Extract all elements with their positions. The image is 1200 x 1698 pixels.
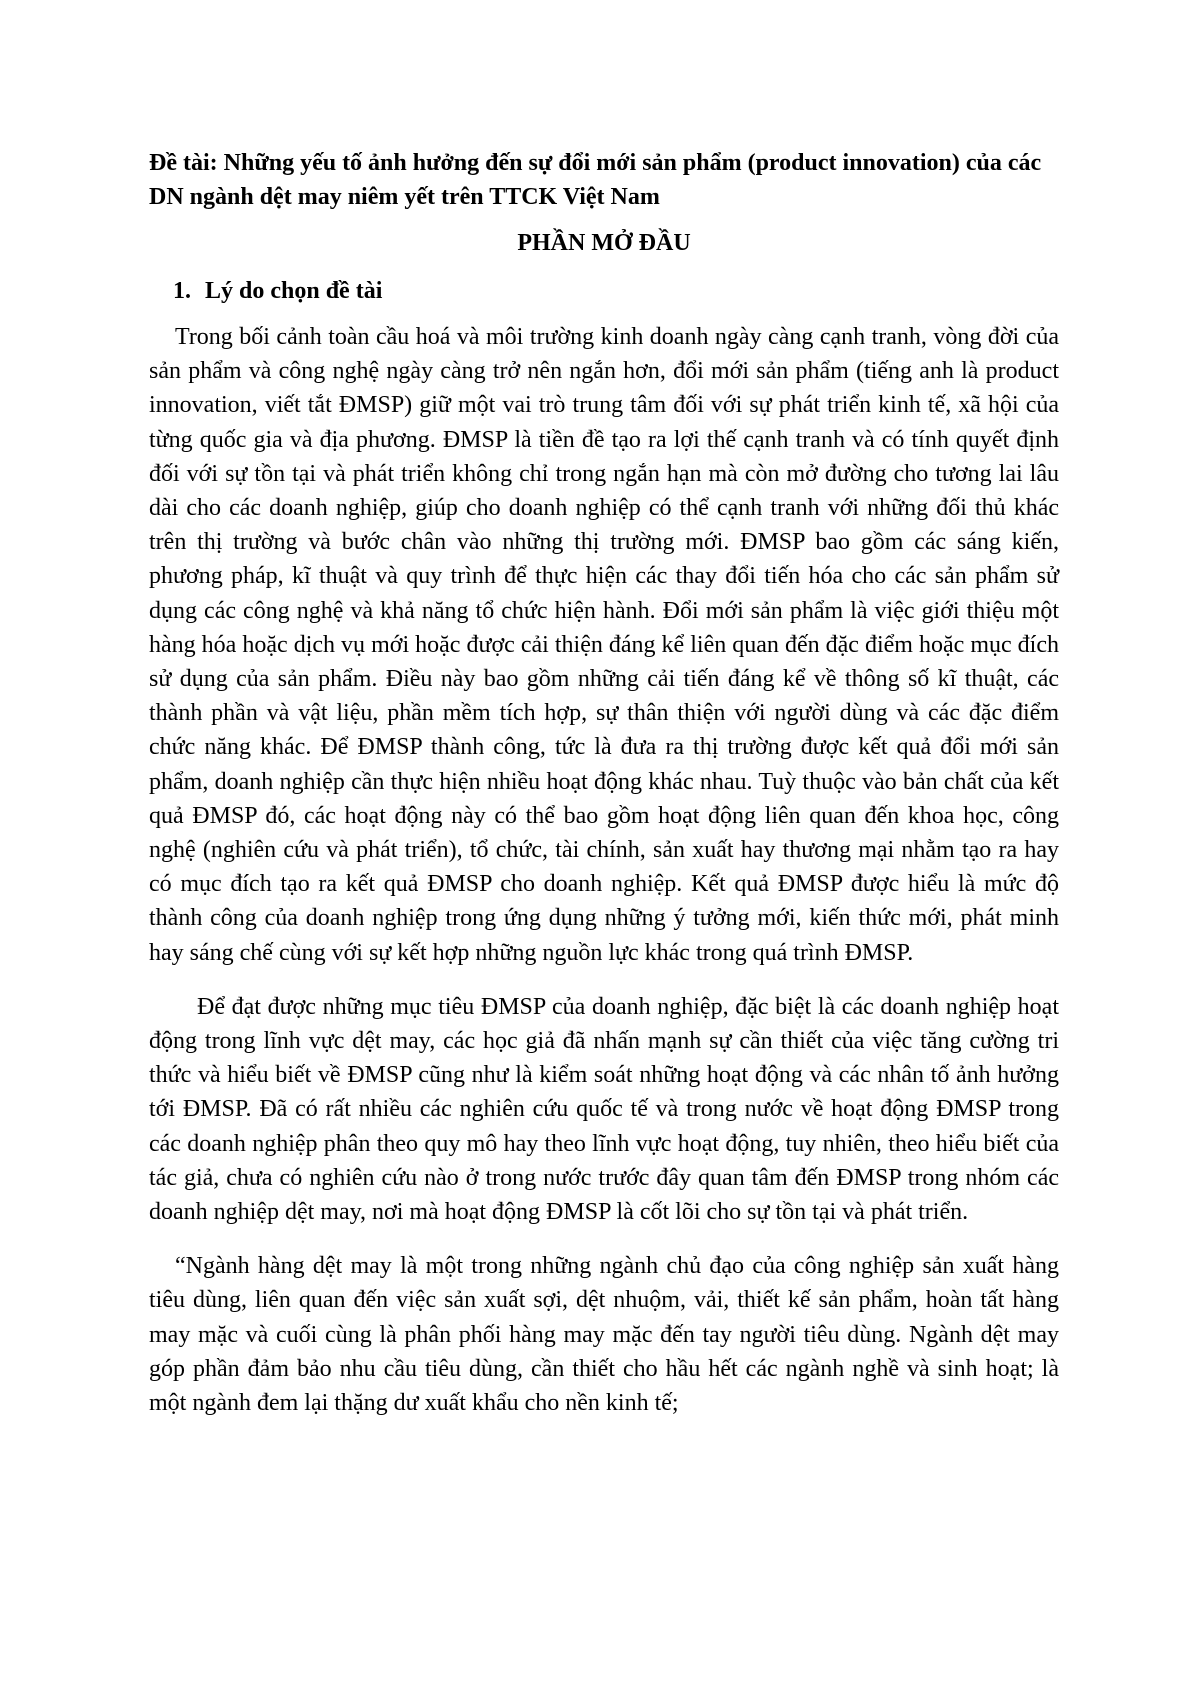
body-paragraph: “Ngành hàng dệt may là một trong những ngành chủ đạo của công nghiệp sản xuất hàng tiêu dùng, liên quan đến việc sản xuất sợi, dệt nhuộm, vải, thiết kế sản phẩm, hoàn tất hàng may mặc và cuối cùng là phân phối hàng may mặc đến tay người tiêu dùng. Ngành dệt may góp phần đảm bảo nhu cầu tiêu dùng, cần thiết cho hầu hết các ngành nghề và sinh hoạt; là một ngành đem lại thặng dư xuất khẩu cho nền kinh tế; (149, 1253, 1059, 1417)
document-topic: Đề tài: Những yếu tố ảnh hưởng đến sự đổi mới sản phẩm (product innovation) của các DN ngành dệt may niêm yết trên TTCK Việt Nam (149, 150, 1042, 210)
document-body (149, 146, 1059, 1420)
section-number: 1. (173, 278, 191, 304)
section-heading (173, 274, 1059, 308)
section-title: Lý do chọn đề tài (205, 278, 383, 304)
body-paragraph: Để đạt được những mục tiêu ĐMSP của doanh nghiệp, đặc biệt là các doanh nghiệp hoạt động trong lĩnh vực dệt may, các học giả đã nhấn mạnh sự cần thiết của việc tăng cường tri thức và hiểu biết về ĐMSP cũng như là kiểm soát những hoạt động và các nhân tố ảnh hưởng tới ĐMSP. Đã có rất nhiều các nghiên cứu quốc tế và trong nước về hoạt động ĐMSP trong các doanh nghiệp phân theo quy mô hay theo lĩnh vực hoạt động, tuy nhiên, theo hiểu biết của tác giả, chưa có nghiên cứu nào ở trong nước trước đây quan tâm đến ĐMSP trong nhóm các doanh nghiệp dệt may, nơi mà hoạt động ĐMSP là cốt lõi cho sự tồn tại và phát triển. (149, 993, 1059, 1226)
body-paragraph: Trong bối cảnh toàn cầu hoá và môi trường kinh doanh ngày càng cạnh tranh, vòng đời của sản phẩm và công nghệ ngày càng trở nên ngắn hơn, đổi mới sản phẩm (tiếng anh là product innovation, viết tắt ĐMSP) giữ một vai trò trung tâm đối với sự phát triển kinh tế, xã hội của từng quốc gia và địa phương. ĐMSP là tiền đề tạo ra lợi thế cạnh tranh và có tính quyết định đối với sự tồn tại và phát triển không chỉ trong ngắn hạn mà còn mở đường cho tương lai lâu dài cho các doanh nghiệp, giúp cho doanh nghiệp có thể cạnh tranh với những đối thủ khác trên thị trường và bước chân vào những thị trường mới. ĐMSP bao gồm các sáng kiến, phương pháp, kĩ thuật và quy trình để thực hiện các thay đổi tiến hóa cho các sản phẩm sử dụng các công nghệ và khả năng tổ chức hiện hành. Đổi mới sản phẩm là việc giới thiệu một hàng hóa hoặc dịch vụ mới hoặc được cải thiện đáng kể liên quan đến đặc điểm hoặc mục đích sử dụng của sản phẩm. Điều này bao gồm những cải tiến đáng kể về thông số kĩ thuật, các thành phần và vật liệu, phần mềm tích hợp, sự thân thiện với người dùng và các đặc điểm chức năng khác. Để ĐMSP thành công, tức là đưa ra thị trường được kết quả đổi mới sản phẩm, doanh nghiệp cần thực hiện nhiều hoạt động khác nhau. Tuỳ thuộc vào bản chất của kết quả ĐMSP đó, các hoạt động này có thể bao gồm hoạt động liên quan đến khoa học, công nghệ (nghiên cứu và phát triển), tổ chức, tài chính, sản xuất hay thương mại nhằm tạo ra hay có mục đích tạo ra kết quả ĐMSP cho doanh nghiệp. Kết quả ĐMSP được hiểu là mức độ thành công của doanh nghiệp trong ứng dụng những ý tưởng mới, kiến thức mới, phát minh hay sáng chế cùng với sự kết hợp những nguồn lực khác trong quá trình ĐMSP. (149, 324, 1059, 966)
part-title: PHẦN MỞ ĐẦU (517, 230, 691, 256)
